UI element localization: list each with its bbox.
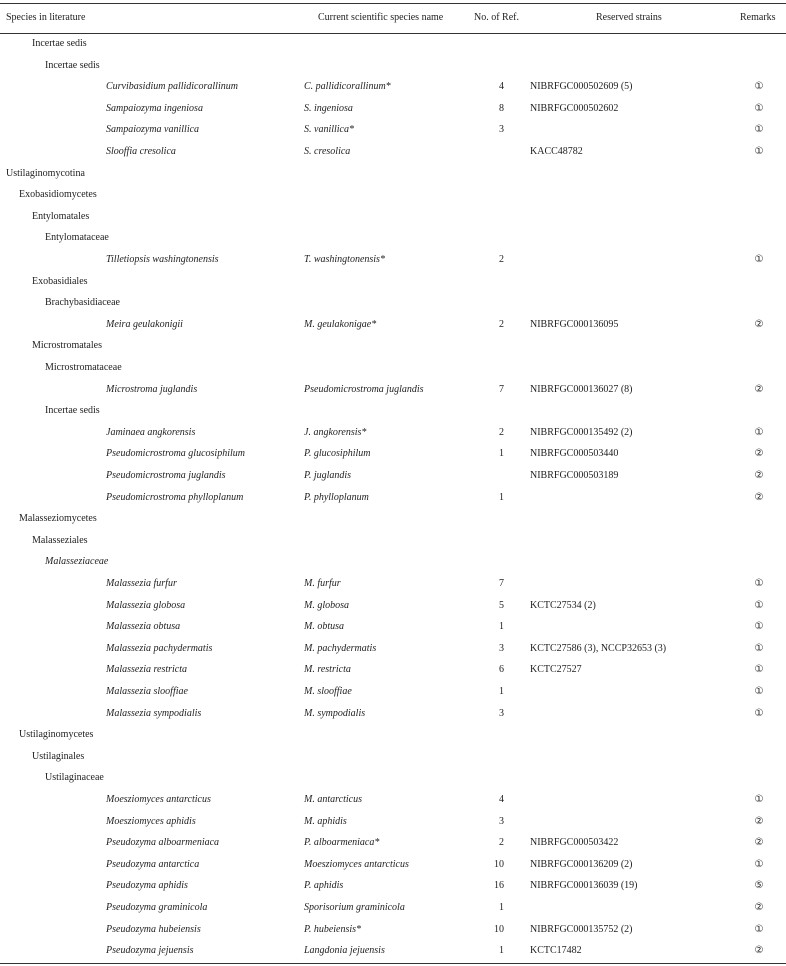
current-species-name: Moesziomyces antarcticus xyxy=(304,858,409,870)
current-species-name: M. restricta xyxy=(304,664,351,676)
taxon-label: Exobasidiomycetes xyxy=(19,189,97,201)
table-header xyxy=(0,0,786,34)
reference-count: 2 xyxy=(499,837,504,849)
species-row xyxy=(0,811,786,833)
remark-mark: ① xyxy=(754,81,764,93)
species-row xyxy=(0,314,786,336)
species-row xyxy=(0,854,786,876)
remark-mark: ② xyxy=(754,470,764,481)
species-row xyxy=(0,465,786,487)
species-literature-name: Meira geulakonigii xyxy=(106,318,183,330)
remark-mark: ① xyxy=(754,686,764,697)
remark-mark: ② xyxy=(754,448,764,460)
species-literature-name: Pseudozyma graminicola xyxy=(106,902,208,913)
taxon-group-row xyxy=(0,55,786,77)
remark-mark: ① xyxy=(754,794,764,805)
remark-mark: ① xyxy=(754,621,764,633)
current-species-name: P. alboarmeniaca* xyxy=(304,837,380,849)
reference-count: 3 xyxy=(499,707,504,719)
reference-count: 1 xyxy=(499,945,504,957)
col-species-in-literature: Species in literature xyxy=(6,12,86,23)
taxon-group-row xyxy=(0,335,786,357)
species-row xyxy=(0,703,786,725)
remark-mark: ② xyxy=(754,318,764,330)
current-species-name: M. obtusa xyxy=(304,621,344,633)
species-literature-name: Malassezia pachydermatis xyxy=(106,642,213,654)
reference-count: 5 xyxy=(499,599,504,611)
species-literature-name: Moesziomyces aphidis xyxy=(106,815,196,827)
species-row xyxy=(0,595,786,617)
reserved-strain: NIBRFGC000136027 (8) xyxy=(530,383,633,395)
species-literature-name: Moesziomyces antarcticus xyxy=(106,794,211,805)
remark-mark: ① xyxy=(754,664,764,676)
species-literature-name: Pseudozyma jejuensis xyxy=(106,945,194,957)
reference-count: 10 xyxy=(494,923,504,935)
taxon-label: Incertae sedis xyxy=(45,59,100,71)
col-remarks: Remarks xyxy=(740,12,776,23)
reserved-strain: NIBRFGC000502602 xyxy=(530,102,619,114)
species-literature-name: Malassezia slooffiae xyxy=(106,686,188,697)
species-row xyxy=(0,249,786,271)
species-row xyxy=(0,141,786,163)
reserved-strain: NIBRFGC000502609 (5) xyxy=(530,81,633,93)
remark-mark: ① xyxy=(754,707,764,719)
reference-count: 3 xyxy=(499,642,504,654)
taxon-group-row xyxy=(0,746,786,768)
species-literature-name: Malassezia furfur xyxy=(106,578,177,589)
remark-mark: ② xyxy=(754,383,764,395)
current-species-name: Pseudomicrostroma juglandis xyxy=(304,383,424,395)
taxon-label: Ustilaginaceae xyxy=(45,772,104,784)
species-row xyxy=(0,119,786,141)
current-species-name: T. washingtonensis* xyxy=(304,254,385,265)
taxon-label: Microstromatales xyxy=(32,340,102,352)
species-row xyxy=(0,681,786,703)
species-literature-name: Pseudomicrostroma glucosiphilum xyxy=(106,448,245,460)
taxon-group-row xyxy=(0,163,786,185)
taxon-label: Entylomataceae xyxy=(45,232,109,244)
species-literature-name: Malassezia sympodialis xyxy=(106,707,202,719)
reference-count: 6 xyxy=(499,664,504,676)
remark-mark: ① xyxy=(754,858,764,870)
taxon-group-row xyxy=(0,724,786,746)
taxon-label: Ustilaginomycotina xyxy=(6,167,85,179)
reserved-strain: NIBRFGC000135492 (2) xyxy=(530,426,633,438)
reserved-strain: NIBRFGC000135752 (2) xyxy=(530,923,633,935)
taxon-label: Incertae sedis xyxy=(45,405,100,417)
remark-mark: ① xyxy=(754,923,764,935)
remark-mark: ② xyxy=(754,945,764,957)
current-species-name: M. sympodialis xyxy=(304,707,366,719)
taxon-group-row xyxy=(0,271,786,293)
reference-count: 7 xyxy=(499,383,504,395)
taxon-group-row xyxy=(0,400,786,422)
current-species-name: P. phylloplanum xyxy=(304,491,369,503)
taxon-group-row xyxy=(0,227,786,249)
current-species-name: Sporisorium graminicola xyxy=(304,902,405,913)
reference-count: 16 xyxy=(494,880,504,892)
taxon-group-row xyxy=(0,33,786,55)
current-species-name: Langdonia jejuensis xyxy=(304,945,385,957)
current-species-name: J. angkorensis* xyxy=(304,426,367,438)
species-row xyxy=(0,616,786,638)
current-species-name: M. slooffiae xyxy=(304,686,352,697)
reserved-strain: NIBRFGC000136095 xyxy=(530,318,619,330)
taxon-label: Incertae sedis xyxy=(32,38,87,49)
col-reserved-strains: Reserved strains xyxy=(596,12,662,23)
current-species-name: M. aphidis xyxy=(304,815,347,827)
taxon-label: Malasseziales xyxy=(32,534,88,546)
species-row xyxy=(0,573,786,595)
species-literature-name: Pseudomicrostroma phylloplanum xyxy=(106,491,244,503)
reserved-strain: KCTC27534 (2) xyxy=(530,599,596,611)
remark-mark: ② xyxy=(754,837,764,849)
species-row xyxy=(0,940,786,962)
remark-mark: ① xyxy=(754,642,764,654)
species-row xyxy=(0,897,786,919)
remark-mark: ② xyxy=(754,902,764,913)
taxon-group-row xyxy=(0,292,786,314)
species-literature-name: Curvibasidium pallidicorallinum xyxy=(106,81,238,93)
taxon-label: Entylomatales xyxy=(32,210,90,222)
reference-count: 3 xyxy=(499,815,504,827)
taxon-group-row xyxy=(0,206,786,228)
current-species-name: M. pachydermatis xyxy=(304,642,377,654)
remark-mark: ② xyxy=(754,491,764,503)
species-row xyxy=(0,443,786,465)
current-species-name: M. globosa xyxy=(304,599,349,611)
taxon-label: Ustilaginales xyxy=(32,750,85,762)
reference-count: 7 xyxy=(499,578,504,589)
reference-count: 4 xyxy=(499,81,504,93)
reference-count: 1 xyxy=(499,686,504,697)
col-no-of-ref: No. of Ref. xyxy=(474,12,519,23)
species-literature-name: Tilletiopsis washingtonensis xyxy=(106,254,219,265)
species-row xyxy=(0,638,786,660)
reserved-strain: KACC48782 xyxy=(530,146,583,157)
species-literature-name: Slooffia cresolica xyxy=(106,146,176,157)
species-literature-name: Jaminaea angkorensis xyxy=(106,426,196,438)
species-row xyxy=(0,659,786,681)
reserved-strain: NIBRFGC000503440 xyxy=(530,448,619,460)
species-row xyxy=(0,76,786,98)
reference-count: 4 xyxy=(499,794,504,805)
species-row xyxy=(0,487,786,509)
remark-mark: ① xyxy=(754,146,764,157)
species-literature-name: Pseudozyma aphidis xyxy=(106,880,188,892)
remark-mark: ① xyxy=(754,102,764,114)
reference-count: 1 xyxy=(499,491,504,503)
taxon-group-row xyxy=(0,530,786,552)
reserved-strain: NIBRFGC000136039 (19) xyxy=(530,880,638,892)
taxon-label: Ustilaginomycetes xyxy=(19,729,94,741)
species-literature-name: Sampaiozyma ingeniosa xyxy=(106,102,203,114)
species-literature-name: Pseudomicrostroma juglandis xyxy=(106,470,226,481)
current-species-name: P. juglandis xyxy=(304,470,352,481)
reserved-strain: NIBRFGC000503422 xyxy=(530,837,619,849)
species-literature-name: Pseudozyma antarctica xyxy=(106,858,200,870)
taxon-label: Malasseziomycetes xyxy=(19,513,97,525)
species-literature-name: Malassezia globosa xyxy=(106,599,186,611)
species-row xyxy=(0,379,786,401)
remark-mark: ② xyxy=(754,815,764,827)
species-literature-name: Pseudozyma hubeiensis xyxy=(106,923,201,935)
reference-count: 1 xyxy=(499,621,504,633)
species-row xyxy=(0,789,786,811)
species-literature-name: Malassezia obtusa xyxy=(106,621,181,633)
reference-count: 10 xyxy=(494,858,504,870)
reserved-strain: KCTC27586 (3), NCCP32653 (3) xyxy=(530,642,667,654)
species-row xyxy=(0,422,786,444)
species-row xyxy=(0,875,786,897)
reserved-strain: NIBRFGC000136209 (2) xyxy=(530,858,633,870)
current-species-name: P. aphidis xyxy=(304,880,344,892)
taxon-group-row xyxy=(0,184,786,206)
taxon-group-row xyxy=(0,357,786,379)
col-current-name: Current scientific species name xyxy=(318,12,444,23)
species-row xyxy=(0,98,786,120)
reference-count: 2 xyxy=(499,254,504,265)
current-species-name: C. pallidicorallinum* xyxy=(304,81,391,93)
remark-mark: ① xyxy=(754,578,764,589)
remark-mark: ⑤ xyxy=(754,880,764,892)
current-species-name: S. ingeniosa xyxy=(304,102,353,114)
species-literature-name: Sampaiozyma vanillica xyxy=(106,124,200,136)
reserved-strain: KCTC17482 xyxy=(530,945,582,957)
taxon-group-row xyxy=(0,767,786,789)
remark-mark: ① xyxy=(754,426,764,438)
species-literature-name: Microstroma juglandis xyxy=(106,383,198,395)
reference-count: 2 xyxy=(499,426,504,438)
taxon-label: Malasseziaceae xyxy=(45,556,109,568)
current-species-name: M. antarcticus xyxy=(304,794,362,805)
current-species-name: S. vanillica* xyxy=(304,124,354,136)
current-species-name: M. furfur xyxy=(304,578,341,589)
remark-mark: ① xyxy=(754,124,764,136)
reserved-strain: NIBRFGC000503189 xyxy=(530,470,619,481)
reference-count: 8 xyxy=(499,102,504,114)
reference-count: 1 xyxy=(499,902,504,913)
current-species-name: M. geulakonigae* xyxy=(304,318,377,330)
current-species-name: P. hubeiensis* xyxy=(304,923,362,935)
bottom-rule xyxy=(0,963,786,964)
species-row xyxy=(0,832,786,854)
remark-mark: ① xyxy=(754,599,764,611)
remark-mark: ① xyxy=(754,254,764,265)
current-species-name: P. glucosiphilum xyxy=(304,448,371,460)
species-literature-name: Malassezia restricta xyxy=(106,664,188,676)
reference-count: 3 xyxy=(499,124,504,136)
taxon-label: Exobasidiales xyxy=(32,275,88,287)
species-literature-name: Pseudozyma alboarmeniaca xyxy=(106,837,220,849)
taxon-label: Microstromataceae xyxy=(45,362,122,373)
species-row xyxy=(0,919,786,941)
current-species-name: S. cresolica xyxy=(304,146,351,157)
reference-count: 1 xyxy=(499,448,504,460)
taxon-group-row xyxy=(0,551,786,573)
taxon-group-row xyxy=(0,508,786,530)
taxon-label: Brachybasidiaceae xyxy=(45,297,120,309)
reference-count: 2 xyxy=(499,318,504,330)
reserved-strain: KCTC27527 xyxy=(530,664,582,676)
